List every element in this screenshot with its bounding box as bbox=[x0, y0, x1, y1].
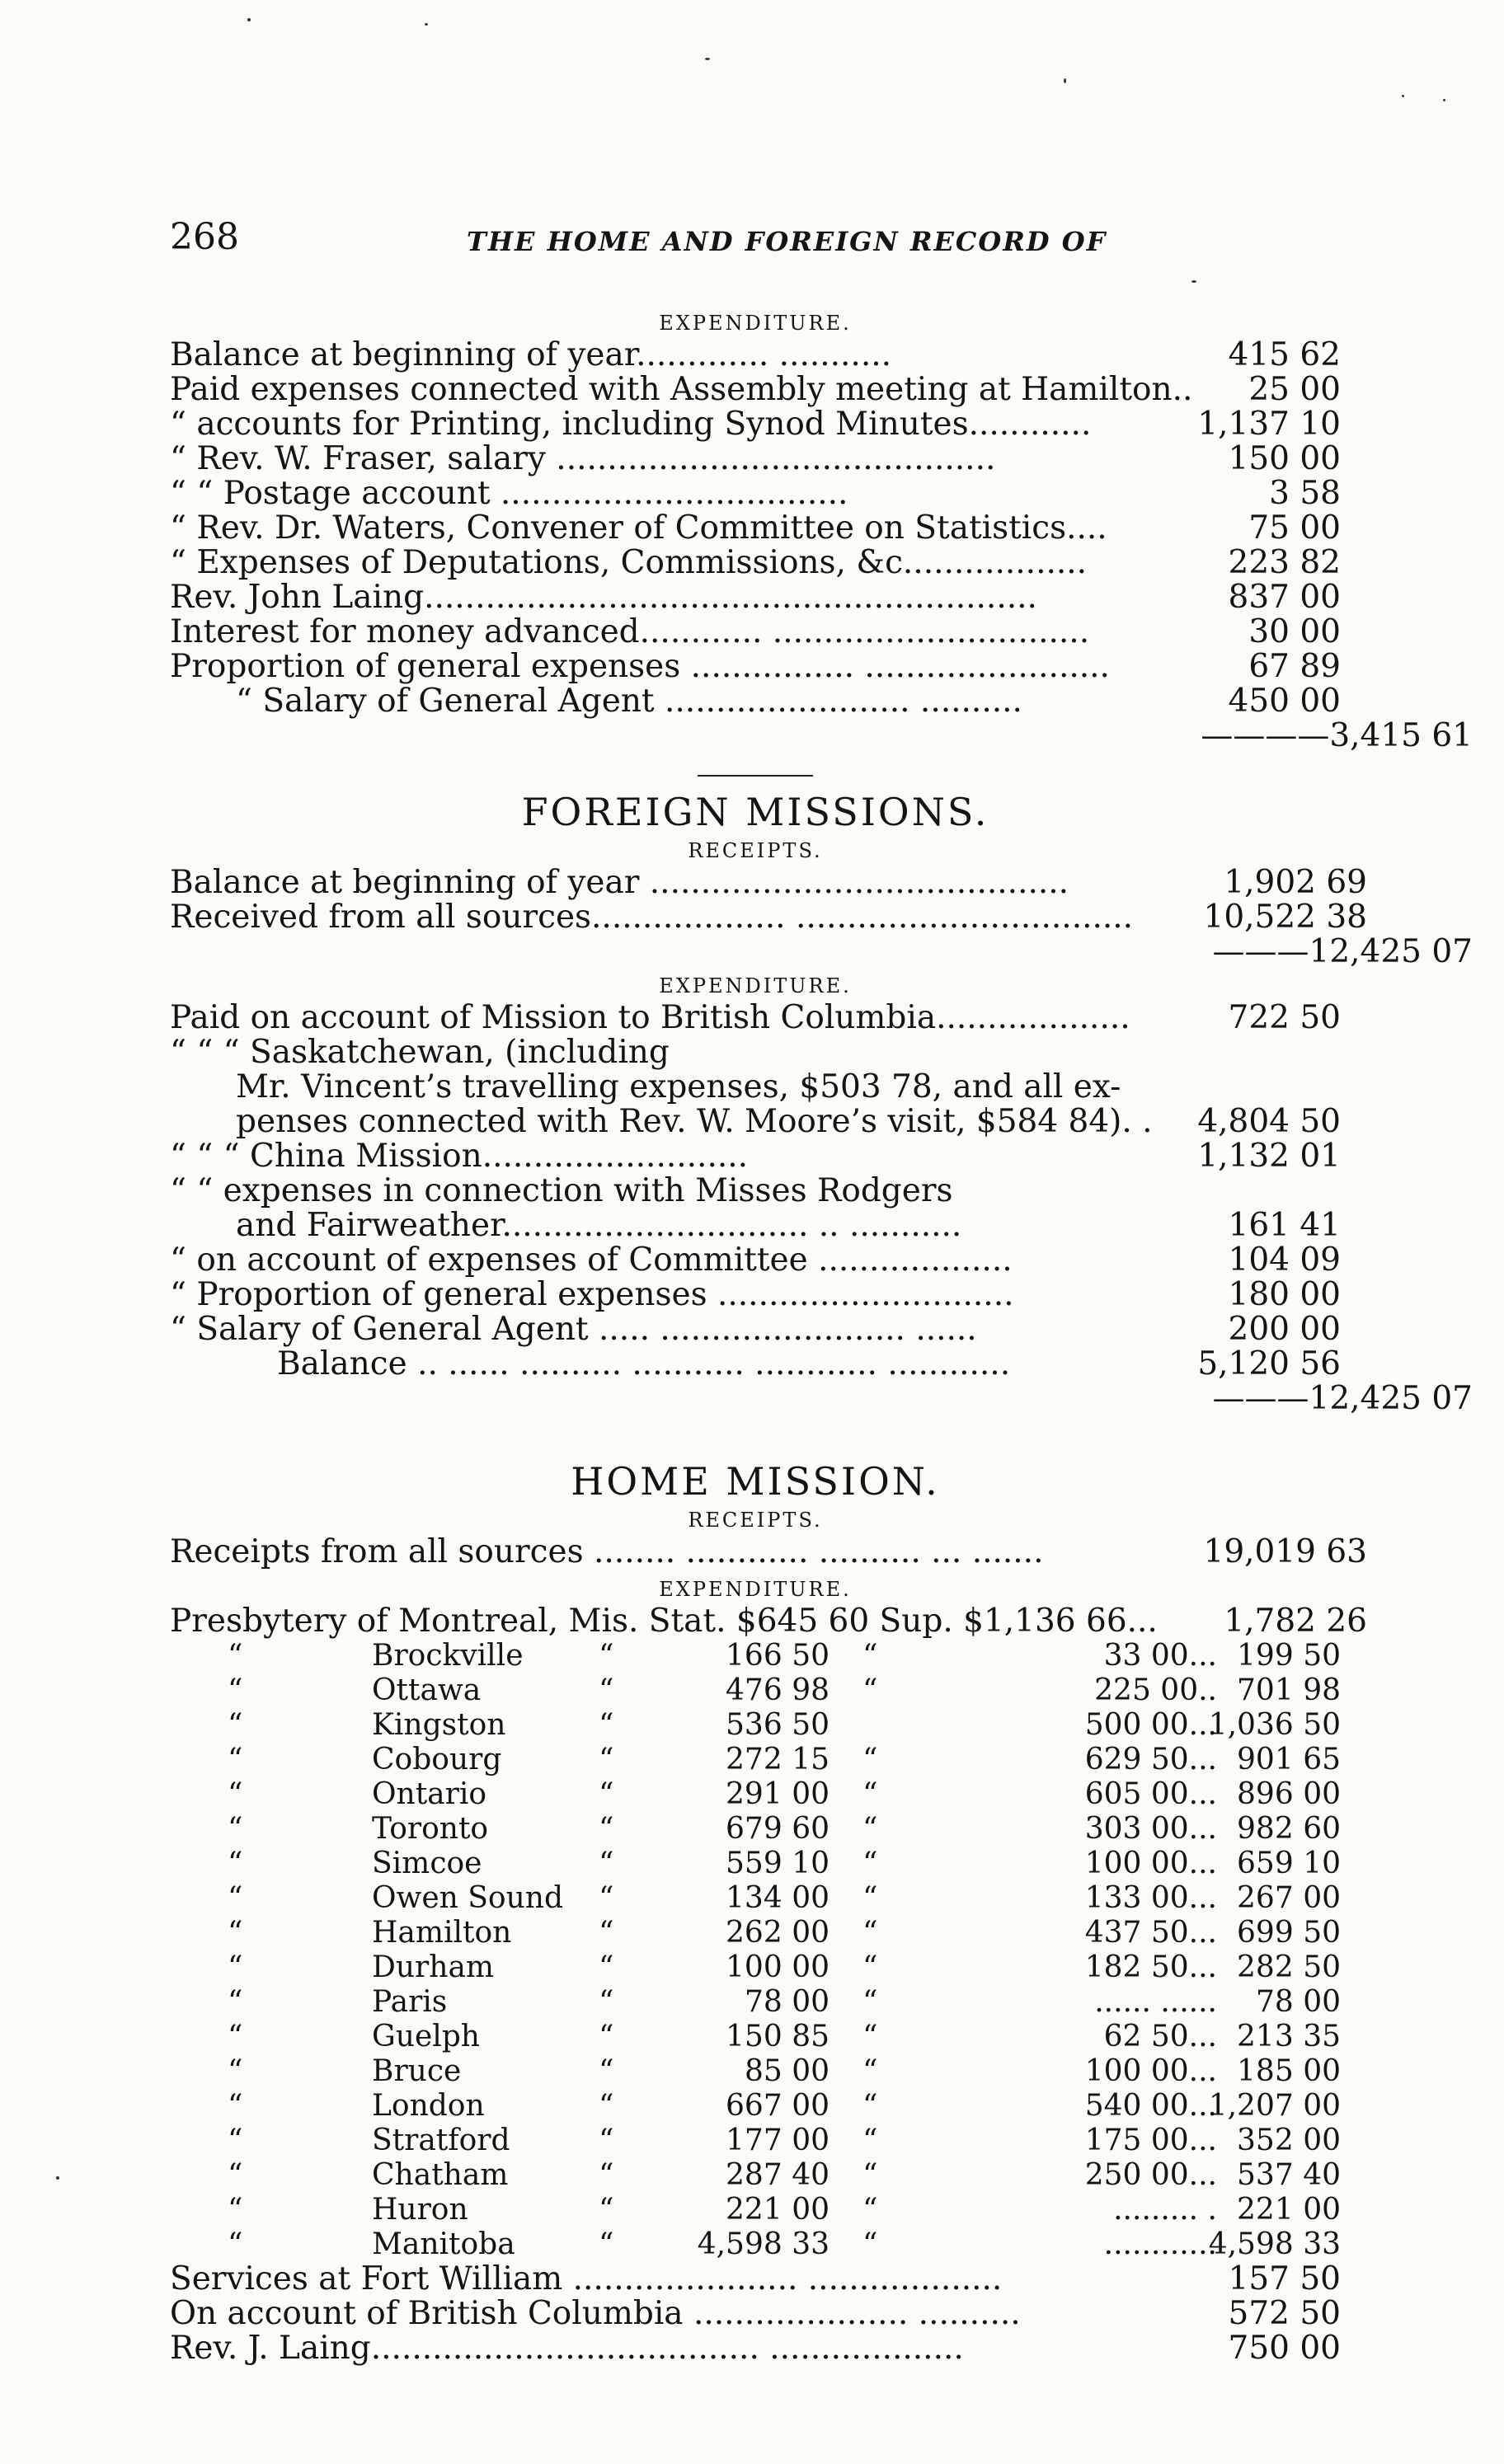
line-amount: 150 00 bbox=[1228, 440, 1341, 477]
line-amount: 180 00 bbox=[1228, 1276, 1341, 1313]
receipt-line bbox=[170, 1533, 1367, 1570]
presbytery-total: 701 98 bbox=[1237, 1673, 1341, 1707]
ditto-mark: “ bbox=[228, 1985, 243, 2019]
line-amount: 572 50 bbox=[1228, 2295, 1341, 2332]
expenditure-line bbox=[170, 546, 1341, 580]
supplement-amount: 33 00... bbox=[1103, 1639, 1217, 1673]
supplement-amount: 133 00... bbox=[1084, 1881, 1217, 1915]
foreign-expenditure-line bbox=[170, 1312, 1341, 1347]
line-amount: 19,019 63 bbox=[1203, 1533, 1367, 1570]
line-label: penses connected with Rev. W. Moore’s visit, $584 84). . bbox=[236, 1103, 1153, 1140]
line-label: “ “ Postage account .................................. bbox=[170, 475, 848, 512]
line-label: Interest for money advanced............ ............................... bbox=[170, 613, 1090, 650]
scan-speck bbox=[1402, 95, 1404, 97]
presbytery-row bbox=[170, 2193, 1341, 2227]
line-amount: 10,522 38 bbox=[1203, 899, 1367, 936]
presbytery-row bbox=[170, 2158, 1341, 2193]
ditto-mark: “ bbox=[228, 2227, 243, 2261]
presbytery-row bbox=[170, 1673, 1341, 1708]
presbytery-row bbox=[170, 1950, 1341, 1985]
mission-station-amount: 150 85 bbox=[726, 2020, 830, 2053]
ditto-mark: “ bbox=[862, 1743, 878, 1776]
foreign-expenditure-line bbox=[170, 1070, 1341, 1105]
line-label: Balance .. ...... .......... ........... ............ ............ bbox=[277, 1345, 1011, 1382]
expenditure-line bbox=[170, 338, 1341, 373]
line-amount: 157 50 bbox=[1228, 2260, 1341, 2297]
presbytery-name: Chatham bbox=[372, 2158, 509, 2192]
supplement-amount: 437 50... bbox=[1084, 1916, 1217, 1950]
supplement-amount: ......... . bbox=[1113, 2193, 1217, 2227]
ditto-mark: “ bbox=[228, 2193, 243, 2227]
line-label: “ Salary of General Agent ........................ .......... bbox=[236, 683, 1022, 720]
ditto-mark: “ bbox=[862, 1777, 878, 1811]
line-label: “ “ “ China Mission.......................... bbox=[170, 1138, 749, 1175]
foreign-receipts-label: RECEIPTS. bbox=[688, 839, 823, 862]
ditto-mark: “ bbox=[228, 1777, 243, 1811]
ditto-mark: “ bbox=[599, 2020, 614, 2053]
presbytery-name: Huron bbox=[372, 2193, 468, 2227]
line-label: Balance at beginning of year............. ........... bbox=[170, 336, 892, 373]
expenditure-line bbox=[170, 373, 1341, 407]
line-amount: 750 00 bbox=[1228, 2330, 1341, 2367]
presbytery-total: 185 00 bbox=[1237, 2054, 1341, 2088]
line-label: Balance at beginning of year ......................................... bbox=[170, 864, 1069, 901]
line-label: Received from all sources................... ................................. bbox=[170, 899, 1134, 936]
ditto-mark: “ bbox=[599, 1673, 614, 1707]
ditto-mark: “ bbox=[862, 1847, 878, 1880]
line-amount: 30 00 bbox=[1248, 613, 1341, 650]
home-expenditure-line bbox=[170, 2297, 1341, 2331]
ditto-mark: “ bbox=[862, 2124, 878, 2157]
ditto-mark: “ bbox=[862, 1950, 878, 1984]
presbytery-row bbox=[170, 2054, 1341, 2089]
foreign-receipts-total: ———12,425 07 bbox=[1212, 933, 1473, 970]
line-label: and Fairweather.............................. .. ........... bbox=[236, 1207, 962, 1244]
presbytery-total: 78 00 bbox=[1255, 1985, 1341, 2019]
presbytery-name: Durham bbox=[372, 1950, 495, 1984]
ditto-mark: “ bbox=[599, 2089, 614, 2123]
mission-station-amount: 177 00 bbox=[726, 2124, 830, 2157]
ditto-mark: “ bbox=[228, 1639, 243, 1673]
presbytery-row bbox=[170, 1847, 1341, 1881]
foreign-expenditure-line bbox=[170, 1278, 1341, 1312]
supplement-amount: ............ bbox=[1103, 2227, 1217, 2261]
ditto-mark: “ bbox=[228, 1708, 243, 1742]
line-amount: 1,132 01 bbox=[1197, 1138, 1341, 1175]
ditto-mark: “ bbox=[228, 1916, 243, 1950]
presbytery-total: 699 50 bbox=[1237, 1916, 1341, 1950]
presbytery-total: 896 00 bbox=[1237, 1777, 1341, 1811]
presbytery-name: Hamilton bbox=[372, 1916, 512, 1950]
ditto-mark: “ bbox=[228, 2089, 243, 2123]
expenditure-line bbox=[170, 650, 1341, 684]
ditto-mark: “ bbox=[228, 2158, 243, 2192]
presbytery-name: Simcoe bbox=[372, 1847, 482, 1880]
home-first-row: Presbytery of Montreal, Mis. Stat. $645 60 Sup. $1,136 66... 1,782 26 bbox=[170, 1603, 1367, 1640]
presbytery-total: 1,207 00 bbox=[1208, 2089, 1341, 2123]
line-label: Proportion of general expenses ................ ........................ bbox=[170, 648, 1110, 685]
presbytery-total: 213 35 bbox=[1237, 2020, 1341, 2053]
ditto-mark: “ bbox=[862, 1673, 878, 1707]
ditto-mark: “ bbox=[862, 1881, 878, 1915]
ditto-mark: “ bbox=[599, 2158, 614, 2192]
ditto-mark: “ bbox=[862, 2158, 878, 2192]
presbytery-name: Bruce bbox=[372, 2054, 462, 2088]
foreign-missions-section bbox=[170, 775, 1473, 1417]
presbytery-name: Ottawa bbox=[372, 1673, 482, 1707]
presbytery-name: Kingston bbox=[372, 1708, 506, 1742]
presbytery-name: Brockville bbox=[372, 1639, 524, 1673]
ditto-mark: “ bbox=[228, 2124, 243, 2157]
supplement-amount: 303 00... bbox=[1084, 1812, 1217, 1846]
mission-station-amount: 134 00 bbox=[726, 1881, 830, 1915]
scan-speck bbox=[1064, 78, 1066, 83]
foreign-expenditure-line bbox=[170, 1347, 1341, 1382]
ditto-mark: “ bbox=[599, 1847, 614, 1880]
ditto-mark: “ bbox=[228, 1743, 243, 1776]
mission-station-amount: 679 60 bbox=[726, 1812, 830, 1846]
presbytery-total: 537 40 bbox=[1237, 2158, 1341, 2192]
foreign-expenditure-line bbox=[170, 1243, 1341, 1278]
presbytery-row bbox=[170, 1881, 1341, 1916]
mission-station-amount: 100 00 bbox=[726, 1950, 830, 1984]
line-amount: 75 00 bbox=[1248, 509, 1341, 547]
foreign-expenditure-line bbox=[170, 1209, 1341, 1243]
line-label: Rev. J. Laing...................................... ................... bbox=[170, 2330, 964, 2367]
presbytery-name: Owen Sound bbox=[372, 1881, 564, 1915]
line-label: Receipts from all sources ........ ............ .......... ... ....... bbox=[170, 1533, 1044, 1570]
ditto-mark: “ bbox=[862, 1812, 878, 1846]
ditto-mark: “ bbox=[862, 1985, 878, 2019]
line-amount: 200 00 bbox=[1228, 1311, 1341, 1348]
line-label: Paid on account of Mission to British Columbia................... bbox=[170, 999, 1130, 1036]
supplement-amount: ...... ...... bbox=[1094, 1985, 1217, 2019]
presbytery-total: 982 60 bbox=[1237, 1812, 1341, 1846]
presbytery-total: 221 00 bbox=[1237, 2193, 1341, 2227]
ditto-mark: “ bbox=[599, 1639, 614, 1673]
presbytery-total: 4,598 33 bbox=[1208, 2227, 1341, 2261]
line-amount: 450 00 bbox=[1228, 683, 1341, 720]
line-amount: 3 58 bbox=[1269, 475, 1341, 512]
supplement-amount: 500 00... bbox=[1084, 1708, 1217, 1742]
foreign-expenditure-line bbox=[170, 1139, 1341, 1174]
mission-station-amount: 536 50 bbox=[726, 1708, 830, 1742]
presbytery-name: Cobourg bbox=[372, 1743, 502, 1776]
presbytery-row bbox=[170, 2020, 1341, 2054]
ditto-mark: “ bbox=[862, 2020, 878, 2053]
ditto-mark: “ bbox=[599, 1812, 614, 1846]
supplement-amount: 629 50... bbox=[1084, 1743, 1217, 1776]
line-amount: 1,902 69 bbox=[1224, 864, 1367, 901]
ditto-mark: “ bbox=[599, 1708, 614, 1742]
ditto-mark: “ bbox=[599, 1743, 614, 1776]
section-rule bbox=[698, 775, 813, 777]
expenditure-line bbox=[170, 511, 1341, 546]
presbytery-name: Toronto bbox=[372, 1812, 489, 1846]
ditto-mark: “ bbox=[599, 2193, 614, 2227]
expenditure-line bbox=[170, 580, 1341, 615]
presbytery-total: 1,036 50 bbox=[1208, 1708, 1341, 1742]
presbytery-name: Stratford bbox=[372, 2124, 510, 2157]
foreign-expenditure-line bbox=[170, 1035, 1341, 1070]
presbytery-row bbox=[170, 1708, 1341, 1743]
presbytery-total: 659 10 bbox=[1237, 1847, 1341, 1880]
scan-speck bbox=[425, 23, 428, 26]
presbytery-row bbox=[170, 1812, 1341, 1847]
line-amount: 67 89 bbox=[1248, 648, 1341, 685]
mission-station-amount: 262 00 bbox=[726, 1916, 830, 1950]
ditto-mark: “ bbox=[228, 2020, 243, 2053]
ditto-mark: “ bbox=[599, 1985, 614, 2019]
ditto-mark: “ bbox=[228, 1950, 243, 1984]
line-label: “ Proportion of general expenses ............................. bbox=[170, 1276, 1014, 1313]
home-expenditure-line bbox=[170, 2262, 1341, 2297]
mission-station-amount: 667 00 bbox=[726, 2089, 830, 2123]
line-label: “ “ “ Saskatchewan, (including bbox=[170, 1034, 670, 1071]
presbytery-row bbox=[170, 2089, 1341, 2124]
ditto-mark: “ bbox=[599, 1950, 614, 1984]
scan-speck bbox=[1191, 280, 1196, 283]
mission-station-amount: 476 98 bbox=[726, 1673, 830, 1707]
scan-speck bbox=[705, 58, 710, 60]
line-label: “ “ expenses in connection with Misses Rodgers bbox=[170, 1172, 953, 1209]
line-label: Services at Fort William ...................... ................... bbox=[170, 2260, 1003, 2297]
foreign-expenditure-line bbox=[170, 1105, 1341, 1139]
presbytery-row bbox=[170, 2124, 1341, 2158]
presbytery-row bbox=[170, 1777, 1341, 1812]
scan-speck bbox=[247, 18, 251, 21]
expenditure-total: ————3,415 61 bbox=[1201, 717, 1473, 754]
line-label: Paid expenses connected with Assembly meeting at Hamilton.. bbox=[170, 371, 1193, 408]
presbytery-row bbox=[170, 1639, 1341, 1673]
presbytery-name: Guelph bbox=[372, 2020, 480, 2053]
line-label: “ Expenses of Deputations, Commissions, &c.................. bbox=[170, 544, 1088, 581]
home-mission-heading: HOME MISSION. bbox=[571, 1459, 940, 1504]
line-label: “ on account of expenses of Committee ................... bbox=[170, 1241, 1013, 1279]
line-amount: 25 00 bbox=[1248, 371, 1341, 408]
page-header bbox=[170, 216, 1407, 265]
ditto-mark: “ bbox=[228, 1881, 243, 1915]
presbytery-row bbox=[170, 2227, 1341, 2262]
line-label: “ Rev. Dr. Waters, Convener of Committee on Statistics.... bbox=[170, 509, 1107, 547]
receipt-line bbox=[170, 899, 1367, 936]
ditto-mark: “ bbox=[599, 1777, 614, 1811]
line-label: “ accounts for Printing, including Synod Minutes............ bbox=[170, 406, 1092, 443]
foreign-expenditure-line bbox=[170, 1174, 1341, 1209]
mission-station-amount: 4,598 33 bbox=[697, 2227, 830, 2261]
presbytery-name: London bbox=[372, 2089, 485, 2123]
ditto-mark: “ bbox=[228, 1812, 243, 1846]
expenditure-label: EXPENDITURE. bbox=[659, 312, 852, 335]
ditto-mark: “ bbox=[228, 2054, 243, 2088]
supplement-amount: 605 00... bbox=[1084, 1777, 1217, 1811]
foreign-expenditure-label: EXPENDITURE. bbox=[659, 974, 852, 997]
ditto-mark: “ bbox=[862, 2089, 878, 2123]
line-amount: 161 41 bbox=[1228, 1207, 1341, 1244]
ditto-mark: “ bbox=[862, 2227, 878, 2261]
presbytery-total: 901 65 bbox=[1237, 1743, 1341, 1776]
presbytery-name: Ontario bbox=[372, 1777, 487, 1811]
expenditure-line bbox=[170, 407, 1341, 442]
line-amount: 104 09 bbox=[1228, 1241, 1341, 1279]
mission-station-amount: 291 00 bbox=[726, 1777, 830, 1811]
line-amount: 4,804 50 bbox=[1197, 1103, 1341, 1140]
line-label: Mr. Vincent’s travelling expenses, $503 78, and all ex- bbox=[236, 1068, 1121, 1105]
foreign-missions-heading: FOREIGN MISSIONS. bbox=[521, 790, 989, 834]
mission-station-amount: 166 50 bbox=[726, 1639, 830, 1673]
line-amount: 223 82 bbox=[1228, 544, 1341, 581]
supplement-amount: 62 50... bbox=[1103, 2020, 1217, 2053]
scan-speck bbox=[56, 2176, 59, 2180]
supplement-amount: 540 00... bbox=[1084, 2089, 1217, 2123]
page-number: 268 bbox=[170, 216, 239, 258]
line-amount: 5,120 56 bbox=[1197, 1345, 1341, 1382]
line-amount: 722 50 bbox=[1228, 999, 1341, 1036]
mission-station-amount: 559 10 bbox=[726, 1847, 830, 1880]
supplement-amount: 250 00... bbox=[1084, 2158, 1217, 2192]
expenditure-section bbox=[170, 312, 1473, 754]
presbytery-total: 267 00 bbox=[1237, 1881, 1341, 1915]
mission-station-amount: 221 00 bbox=[726, 2193, 830, 2227]
receipt-line bbox=[170, 864, 1367, 901]
expenditure-line bbox=[170, 684, 1341, 719]
presbytery-row bbox=[170, 1985, 1341, 2020]
ditto-mark: “ bbox=[599, 2227, 614, 2261]
home-expenditure-line bbox=[170, 2331, 1341, 2366]
mission-station-amount: 287 40 bbox=[726, 2158, 830, 2192]
presbytery-total: 352 00 bbox=[1237, 2124, 1341, 2157]
line-amount: 1,137 10 bbox=[1197, 406, 1341, 443]
line-amount: 837 00 bbox=[1228, 579, 1341, 616]
supplement-amount: 100 00... bbox=[1084, 1847, 1217, 1880]
ditto-mark: “ bbox=[599, 2054, 614, 2088]
supplement-amount: 182 50... bbox=[1084, 1950, 1217, 1984]
presbytery-total: 199 50 bbox=[1237, 1639, 1341, 1673]
expenditure-line bbox=[170, 442, 1341, 476]
ditto-mark: “ bbox=[862, 1639, 878, 1673]
ditto-mark: “ bbox=[862, 2054, 878, 2088]
home-expenditure-label: EXPENDITURE. bbox=[659, 1578, 852, 1601]
presbytery-name: Paris bbox=[372, 1985, 448, 2019]
ditto-mark: “ bbox=[599, 1916, 614, 1950]
ditto-mark: “ bbox=[862, 2193, 878, 2227]
scan-speck bbox=[1443, 99, 1445, 101]
line-label: Rev. John Laing............................................................ bbox=[170, 579, 1037, 616]
foreign-expenditure-total: ———12,425 07 bbox=[1212, 1380, 1473, 1417]
ditto-mark: “ bbox=[228, 1847, 243, 1880]
presbytery-total: 282 50 bbox=[1237, 1950, 1341, 1984]
foreign-expenditure-line bbox=[170, 1001, 1341, 1035]
mission-station-amount: 78 00 bbox=[744, 1985, 830, 2019]
supplement-amount: 175 00... bbox=[1084, 2124, 1217, 2157]
ditto-mark: “ bbox=[228, 1673, 243, 1707]
presbytery-row bbox=[170, 1916, 1341, 1950]
running-title: THE HOME AND FOREIGN RECORD OF bbox=[467, 226, 1107, 257]
presbytery-name: Manitoba bbox=[372, 2227, 515, 2261]
line-label: “ Rev. W. Fraser, salary ........................................... bbox=[170, 440, 996, 477]
home-mission-section bbox=[170, 1459, 1367, 2367]
mission-station-amount: 85 00 bbox=[744, 2054, 830, 2088]
line-amount: 415 62 bbox=[1228, 336, 1341, 373]
mission-station-amount: 272 15 bbox=[726, 1743, 830, 1776]
ditto-mark: “ bbox=[599, 2124, 614, 2157]
expenditure-line bbox=[170, 615, 1341, 650]
line-label: On account of British Columbia ..................... .......... bbox=[170, 2295, 1021, 2332]
ditto-mark: “ bbox=[862, 1916, 878, 1950]
ditto-mark: “ bbox=[599, 1881, 614, 1915]
supplement-amount: 100 00... bbox=[1084, 2054, 1217, 2088]
home-receipts-label: RECEIPTS. bbox=[688, 1509, 823, 1532]
supplement-amount: 225 00.. bbox=[1094, 1673, 1217, 1707]
line-label: “ Salary of General Agent ..... ........................ ...... bbox=[170, 1311, 977, 1348]
presbytery-row bbox=[170, 1743, 1341, 1777]
expenditure-line bbox=[170, 476, 1341, 511]
